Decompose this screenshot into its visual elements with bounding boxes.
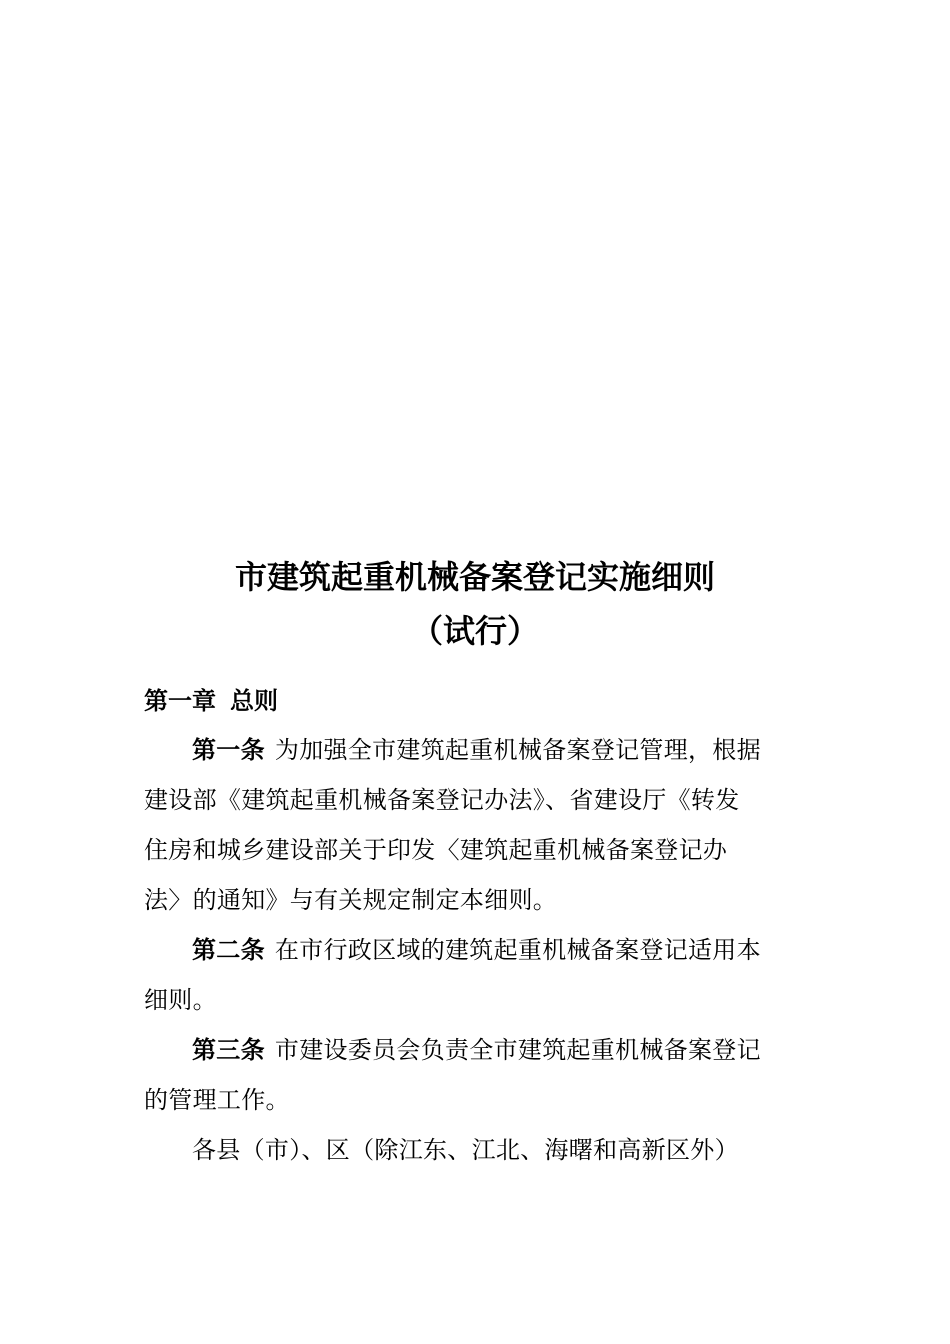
article-1-text: 为加强全市建筑起重机械备案登记管理，根据 bbox=[274, 736, 761, 764]
article-2-line-1 bbox=[192, 933, 808, 967]
paragraph-line-1: 各县（市）、区（除江东、江北、海曙和高新区外） bbox=[192, 1136, 739, 1164]
article-2-text: 在市行政区域的建筑起重机械备案登记适用本 bbox=[274, 936, 761, 964]
article-2-line-2: 细则。 bbox=[144, 986, 217, 1014]
article-3-line-2: 的管理工作。 bbox=[144, 1086, 290, 1114]
article-1-line-3: 住房和城乡建设部关于印发〈建筑起重机械备案登记办 bbox=[144, 836, 728, 864]
article-1-line-4: 法〉的通知》与有关规定制定本细则。 bbox=[144, 886, 558, 914]
document-title: 市建筑起重机械备案登记实施细则 bbox=[234, 558, 715, 596]
chapter-heading bbox=[144, 684, 278, 718]
article-3-line-1 bbox=[192, 1033, 808, 1067]
document-subtitle: （试行） bbox=[410, 612, 539, 650]
article-1-line-2: 建设部《建筑起重机械备案登记办法》、省建设厅《转发 bbox=[144, 786, 740, 814]
article-2-label: 第二条 bbox=[192, 936, 265, 964]
chapter-label: 第一章 bbox=[144, 687, 216, 715]
article-1-line-1 bbox=[192, 733, 808, 767]
article-1-label: 第一条 bbox=[192, 736, 265, 764]
article-3-label: 第三条 bbox=[192, 1036, 265, 1064]
article-3-text: 市建设委员会负责全市建筑起重机械备案登记 bbox=[274, 1036, 761, 1064]
chapter-name: 总则 bbox=[230, 687, 278, 715]
